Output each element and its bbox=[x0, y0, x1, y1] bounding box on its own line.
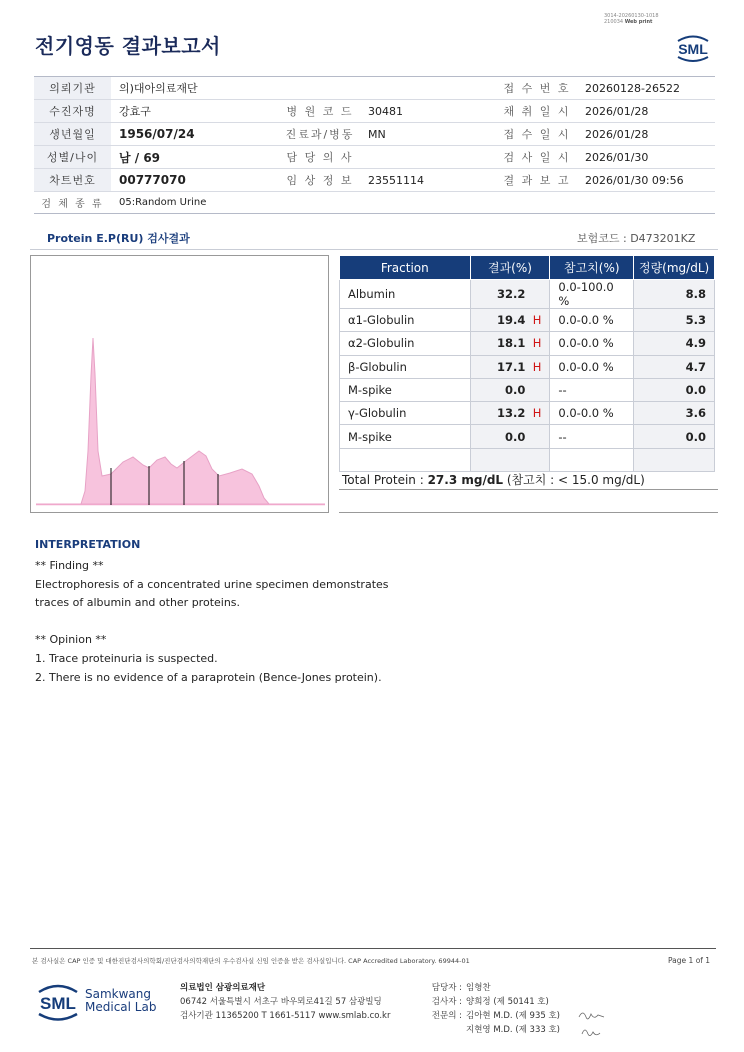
info-value: 20260128-26522 bbox=[577, 77, 715, 100]
interpretation-line: Electrophoresis of a concentrated urine specimen demonstrates bbox=[35, 577, 389, 591]
col-header-result: 결과(%) bbox=[470, 256, 550, 280]
table-row bbox=[340, 355, 715, 378]
fraction-reference: -- bbox=[550, 425, 634, 448]
contact-line: 검사기관 11365200 T 1661-5117 www.smlab.co.kr bbox=[180, 1011, 391, 1021]
divider bbox=[339, 489, 718, 490]
fraction-reference: -- bbox=[550, 378, 634, 401]
electrophoresis-curve bbox=[31, 256, 330, 514]
info-value: 2026/01/28 bbox=[577, 100, 715, 123]
info-value: 남 / 69 bbox=[111, 146, 280, 169]
fraction-result: 0.0 bbox=[470, 425, 550, 448]
high-flag: H bbox=[532, 336, 542, 351]
info-label: 검 사 일 시 bbox=[497, 146, 577, 169]
fraction-name: M-spike bbox=[340, 425, 471, 448]
table-row bbox=[340, 309, 715, 332]
svg-text:SML: SML bbox=[40, 994, 76, 1013]
info-label: 성별/나이 bbox=[34, 146, 111, 169]
info-value: 강효구 bbox=[111, 100, 280, 123]
fraction-name: Albumin bbox=[340, 280, 471, 309]
info-label: 접 수 일 시 bbox=[497, 123, 577, 146]
electrophoresis-graph bbox=[30, 255, 329, 513]
fraction-result: 32.2 bbox=[470, 280, 550, 309]
info-label: 결 과 보 고 bbox=[497, 169, 577, 192]
info-label: 수진자명 bbox=[34, 100, 111, 123]
interpretation-line: traces of albumin and other proteins. bbox=[35, 596, 241, 610]
page-title: 전기영동 결과보고서 bbox=[35, 34, 221, 58]
interpretation-title: INTERPRETATION bbox=[35, 538, 141, 551]
info-value bbox=[360, 146, 497, 169]
info-row bbox=[34, 169, 715, 192]
fraction-quantity bbox=[634, 448, 715, 471]
info-label: 병 원 코 드 bbox=[280, 100, 360, 123]
fraction-reference: 0.0-0.0 % bbox=[550, 332, 634, 355]
print-mode: Web print bbox=[624, 19, 653, 25]
fraction-result: 13.2 H bbox=[470, 402, 550, 425]
staff-row: 전문의 : 김아현 M.D. (제 935 호) bbox=[431, 1011, 561, 1021]
info-label: 담 당 의 사 bbox=[280, 146, 360, 169]
info-value: 00777070 bbox=[111, 169, 280, 192]
fraction-name bbox=[340, 448, 471, 471]
info-row bbox=[34, 123, 715, 146]
sml-logo bbox=[35, 982, 81, 1024]
info-label: 생년월일 bbox=[34, 123, 111, 146]
high-flag: H bbox=[532, 359, 542, 374]
fraction-quantity: 0.0 bbox=[634, 378, 715, 401]
fraction-result: 18.1 H bbox=[470, 332, 550, 355]
staff-row: 검사자 : 양희정 (제 50141 호) bbox=[431, 997, 549, 1007]
total-protein-value: 27.3 bbox=[427, 473, 458, 487]
fraction-reference: 0.0-100.0 % bbox=[550, 280, 634, 309]
info-label bbox=[280, 77, 360, 100]
specimen-label: 검 체 종 류 bbox=[34, 192, 111, 214]
insurance-code: 보험코드 : D473201KZ bbox=[577, 232, 696, 245]
fraction-quantity: 4.9 bbox=[634, 332, 715, 355]
info-value: 2026/01/30 09:56 bbox=[577, 169, 715, 192]
sml-logo bbox=[672, 34, 714, 64]
curve-fill bbox=[36, 338, 325, 504]
info-value bbox=[360, 77, 497, 100]
table-row bbox=[340, 425, 715, 448]
col-header-quantity: 정량(mg/dL) bbox=[634, 256, 715, 280]
staff-row: 담당자 : 임형찬 bbox=[431, 983, 491, 993]
col-header-reference: 참고치(%) bbox=[550, 256, 634, 280]
interpretation-text bbox=[35, 557, 389, 687]
info-value: MN bbox=[360, 123, 497, 146]
table-row bbox=[340, 280, 715, 309]
info-label: 차트번호 bbox=[34, 169, 111, 192]
fraction-result: 17.1 H bbox=[470, 355, 550, 378]
info-row bbox=[34, 100, 715, 123]
info-row bbox=[34, 146, 715, 169]
info-row bbox=[34, 77, 715, 100]
certification-text: 본 검사실은 CAP 인증 및 대한진단검사의학회/진단검사의학재단의 우수검사실 신임 인증을 받은 검사실입니다. CAP Accredited Laboratory. 69944-01 bbox=[32, 957, 470, 965]
table-row bbox=[340, 402, 715, 425]
col-header-fraction: Fraction bbox=[340, 256, 471, 280]
info-row bbox=[34, 192, 715, 214]
fraction-quantity: 8.8 bbox=[634, 280, 715, 309]
fraction-quantity: 4.7 bbox=[634, 355, 715, 378]
fraction-header-row bbox=[340, 256, 715, 280]
fraction-reference: 0.0-0.0 % bbox=[550, 402, 634, 425]
fraction-reference: 0.0-0.0 % bbox=[550, 309, 634, 332]
info-label: 임 상 정 보 bbox=[280, 169, 360, 192]
info-value: 1956/07/24 bbox=[111, 123, 280, 146]
table-row bbox=[340, 332, 715, 355]
total-protein-reference: (참고치 : < 15.0 mg/dL) bbox=[503, 473, 645, 487]
info-label: 접 수 번 호 bbox=[497, 77, 577, 100]
footer-divider bbox=[30, 948, 716, 949]
fraction-quantity: 3.6 bbox=[634, 402, 715, 425]
signature-image bbox=[576, 1008, 610, 1042]
organization-name: 의료법인 삼광의료재단 bbox=[180, 983, 266, 993]
brand-name: Samkwang Medical Lab bbox=[85, 987, 157, 1014]
page-number: Page 1 of 1 bbox=[668, 956, 711, 965]
info-value: 30481 bbox=[360, 100, 497, 123]
high-flag: H bbox=[532, 406, 542, 421]
fraction-reference: 0.0-0.0 % bbox=[550, 355, 634, 378]
interpretation-line: 1. Trace proteinuria is suspected. bbox=[35, 651, 218, 665]
total-protein: Total Protein : 27.3 mg/dL (참고치 : < 15.0 mg/dL) bbox=[342, 473, 645, 487]
fraction-name: γ-Globulin bbox=[340, 402, 471, 425]
staff-list bbox=[426, 981, 560, 1037]
fraction-table bbox=[339, 255, 715, 472]
fraction-result: 0.0 bbox=[470, 378, 550, 401]
svg-text:SML: SML bbox=[678, 41, 708, 57]
high-flag: H bbox=[532, 313, 542, 328]
section-title: Protein E.P(RU) 검사결과 bbox=[47, 232, 190, 245]
print-id-line1: 3014-20260130-1018 bbox=[604, 13, 659, 19]
interpretation-line: 2. There is no evidence of a paraprotein (Bence-Jones protein). bbox=[35, 670, 382, 684]
address-line: 06742 서울특별시 서초구 바우뫼로41길 57 삼광빌딩 bbox=[180, 997, 382, 1007]
table-row bbox=[340, 448, 715, 471]
lab-address bbox=[180, 981, 390, 1023]
interpretation-line: ** Opinion ** bbox=[35, 633, 107, 647]
divider bbox=[339, 512, 718, 513]
fraction-name: α1-Globulin bbox=[340, 309, 471, 332]
print-id-line2: 210034 bbox=[604, 19, 624, 25]
fraction-name: β-Globulin bbox=[340, 355, 471, 378]
fraction-reference bbox=[550, 448, 634, 471]
info-value: 23551114 bbox=[360, 169, 497, 192]
fraction-quantity: 0.0 bbox=[634, 425, 715, 448]
fraction-quantity: 5.3 bbox=[634, 309, 715, 332]
info-label: 채 취 일 시 bbox=[497, 100, 577, 123]
print-id bbox=[604, 13, 659, 25]
fraction-result: 19.4 H bbox=[470, 309, 550, 332]
patient-info-table bbox=[34, 76, 715, 214]
info-label: 진료과/병동 bbox=[280, 123, 360, 146]
fraction-name: M-spike bbox=[340, 378, 471, 401]
section-divider bbox=[30, 249, 718, 250]
fraction-name: α2-Globulin bbox=[340, 332, 471, 355]
table-row bbox=[340, 378, 715, 401]
specimen-value: 05:Random Urine bbox=[111, 192, 715, 214]
fraction-result bbox=[470, 448, 550, 471]
interpretation-line bbox=[35, 613, 389, 632]
info-label: 의뢰기관 bbox=[34, 77, 111, 100]
staff-row: 지현영 M.D. (제 333 호) bbox=[466, 1025, 561, 1035]
info-value: 2026/01/30 bbox=[577, 146, 715, 169]
info-value: 2026/01/28 bbox=[577, 123, 715, 146]
interpretation-line: ** Finding ** bbox=[35, 559, 104, 572]
info-value: 의)대아의료재단 bbox=[111, 77, 280, 100]
